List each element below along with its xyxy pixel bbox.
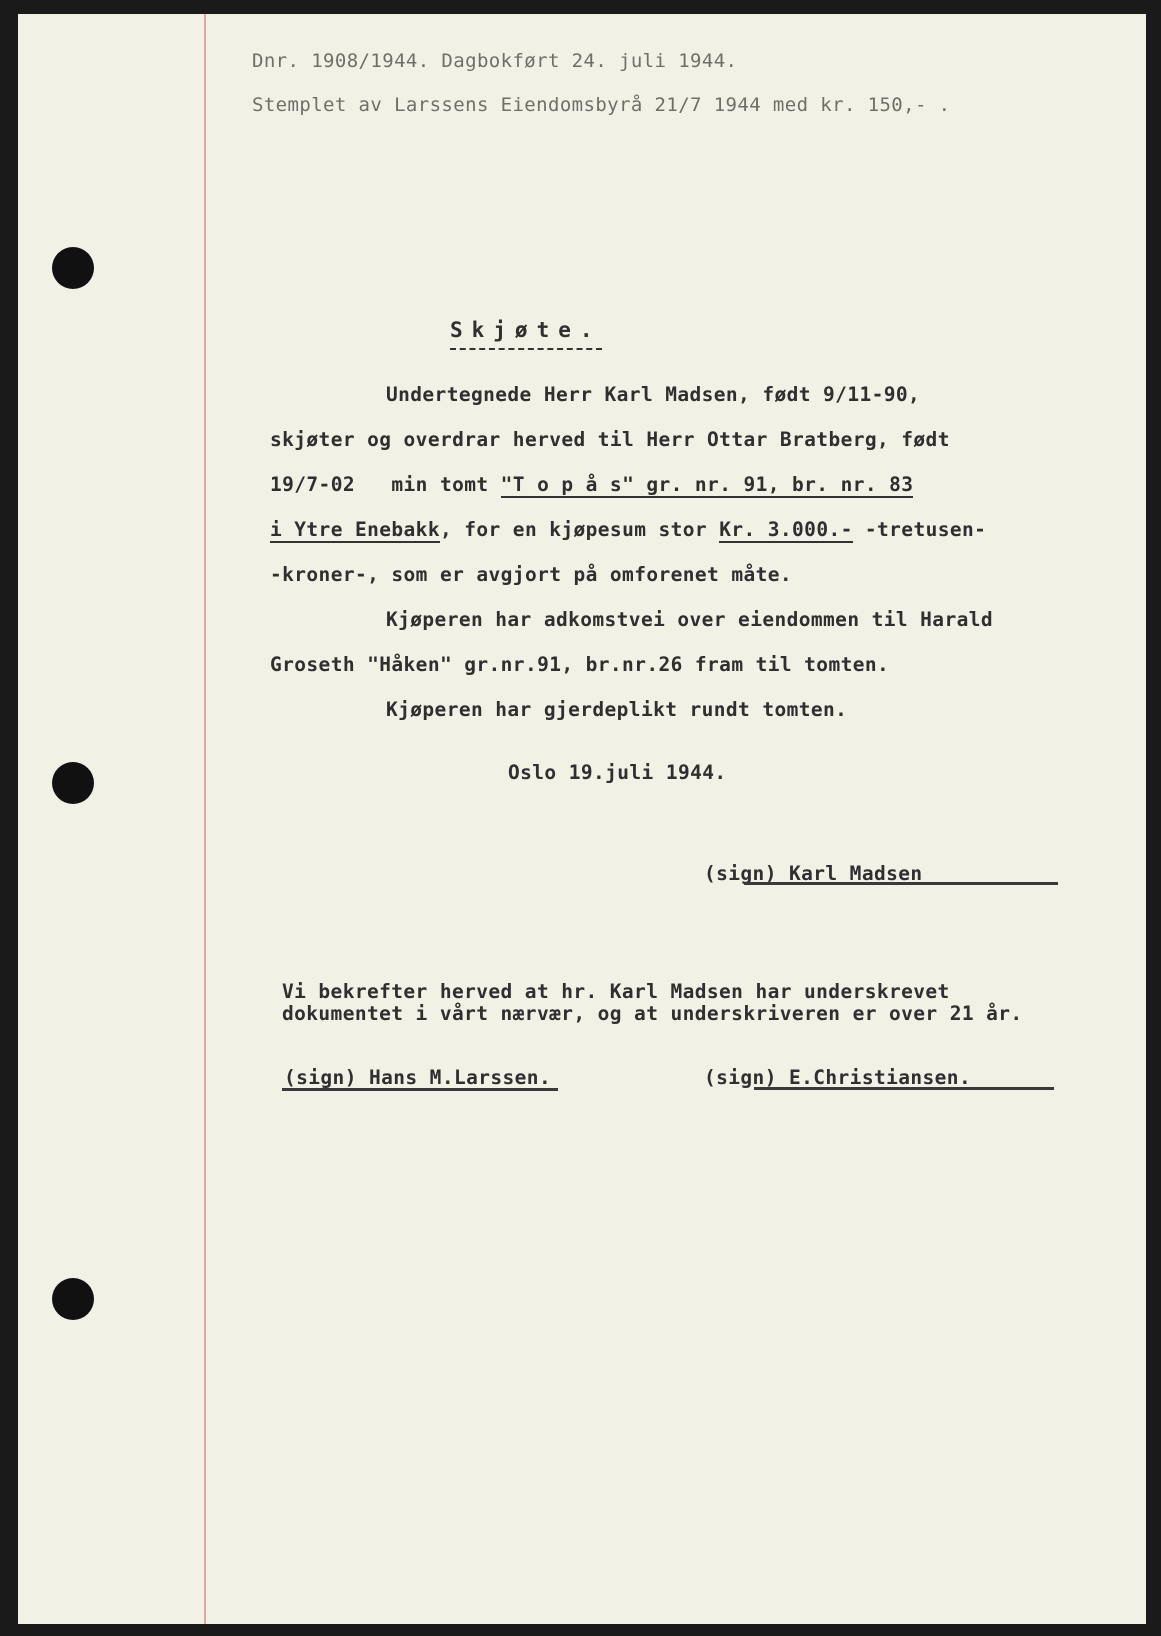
- body-line-1: Undertegnede Herr Karl Madsen, født 9/11-90,: [386, 383, 921, 406]
- witness-signature-1: (sign) Hans M.Larssen.: [284, 1066, 552, 1089]
- property-reference: "T o p å s" gr. nr. 91, br. nr. 83: [500, 473, 914, 496]
- margin-rule: [204, 14, 206, 1624]
- birthdate-and-plot: 19/7-02 min tomt: [270, 473, 501, 496]
- body-line-5: -kroner-, som er avgjort på omforenet måte.: [270, 563, 793, 586]
- punch-hole-top: [52, 247, 94, 289]
- price-phrase: , for en kjøpesum stor: [439, 518, 720, 541]
- place-and-date: Oslo 19.juli 1944.: [508, 761, 727, 784]
- punch-hole-bottom: [52, 1278, 94, 1320]
- body-line-7: Groseth "Håken" gr.nr.91, br.nr.26 fram til tomten.: [270, 653, 890, 676]
- body-line-4: [270, 518, 986, 541]
- witness-line-1: Vi bekrefter herved at hr. Karl Madsen har underskrevet: [282, 980, 950, 1003]
- location: i Ytre Enebakk: [270, 518, 440, 541]
- price-words: -tretusen-: [852, 518, 987, 541]
- witness-signature-2: (sign) E.Christiansen.: [704, 1066, 972, 1089]
- body-line-3: [270, 473, 913, 496]
- price-amount: Kr. 3.000.-: [719, 518, 853, 541]
- document-title: Skjøte.: [450, 318, 602, 350]
- witness-signature-2-line: [754, 1087, 1054, 1090]
- registration-line: Dnr. 1908/1944. Dagbokført 24. juli 1944.: [252, 50, 738, 72]
- seller-signature: (sign) Karl Madsen: [704, 862, 923, 885]
- punch-hole-middle: [52, 762, 94, 804]
- document-page: [18, 14, 1146, 1624]
- body-line-2: skjøter og overdrar herved til Herr Ottar Bratberg, født: [270, 428, 950, 451]
- stamp-line: Stemplet av Larssens Eiendomsbyrå 21/7 1944 med kr. 150,- .: [252, 94, 951, 116]
- witness-signature-1-line: [282, 1088, 558, 1091]
- body-line-8: Kjøperen har gjerdeplikt rundt tomten.: [386, 698, 848, 721]
- body-line-6: Kjøperen har adkomstvei over eiendommen til Harald: [386, 608, 993, 631]
- seller-signature-line: [744, 882, 1058, 885]
- witness-line-2: dokumentet i vårt nærvær, og at underskriveren er over 21 år.: [282, 1002, 1023, 1025]
